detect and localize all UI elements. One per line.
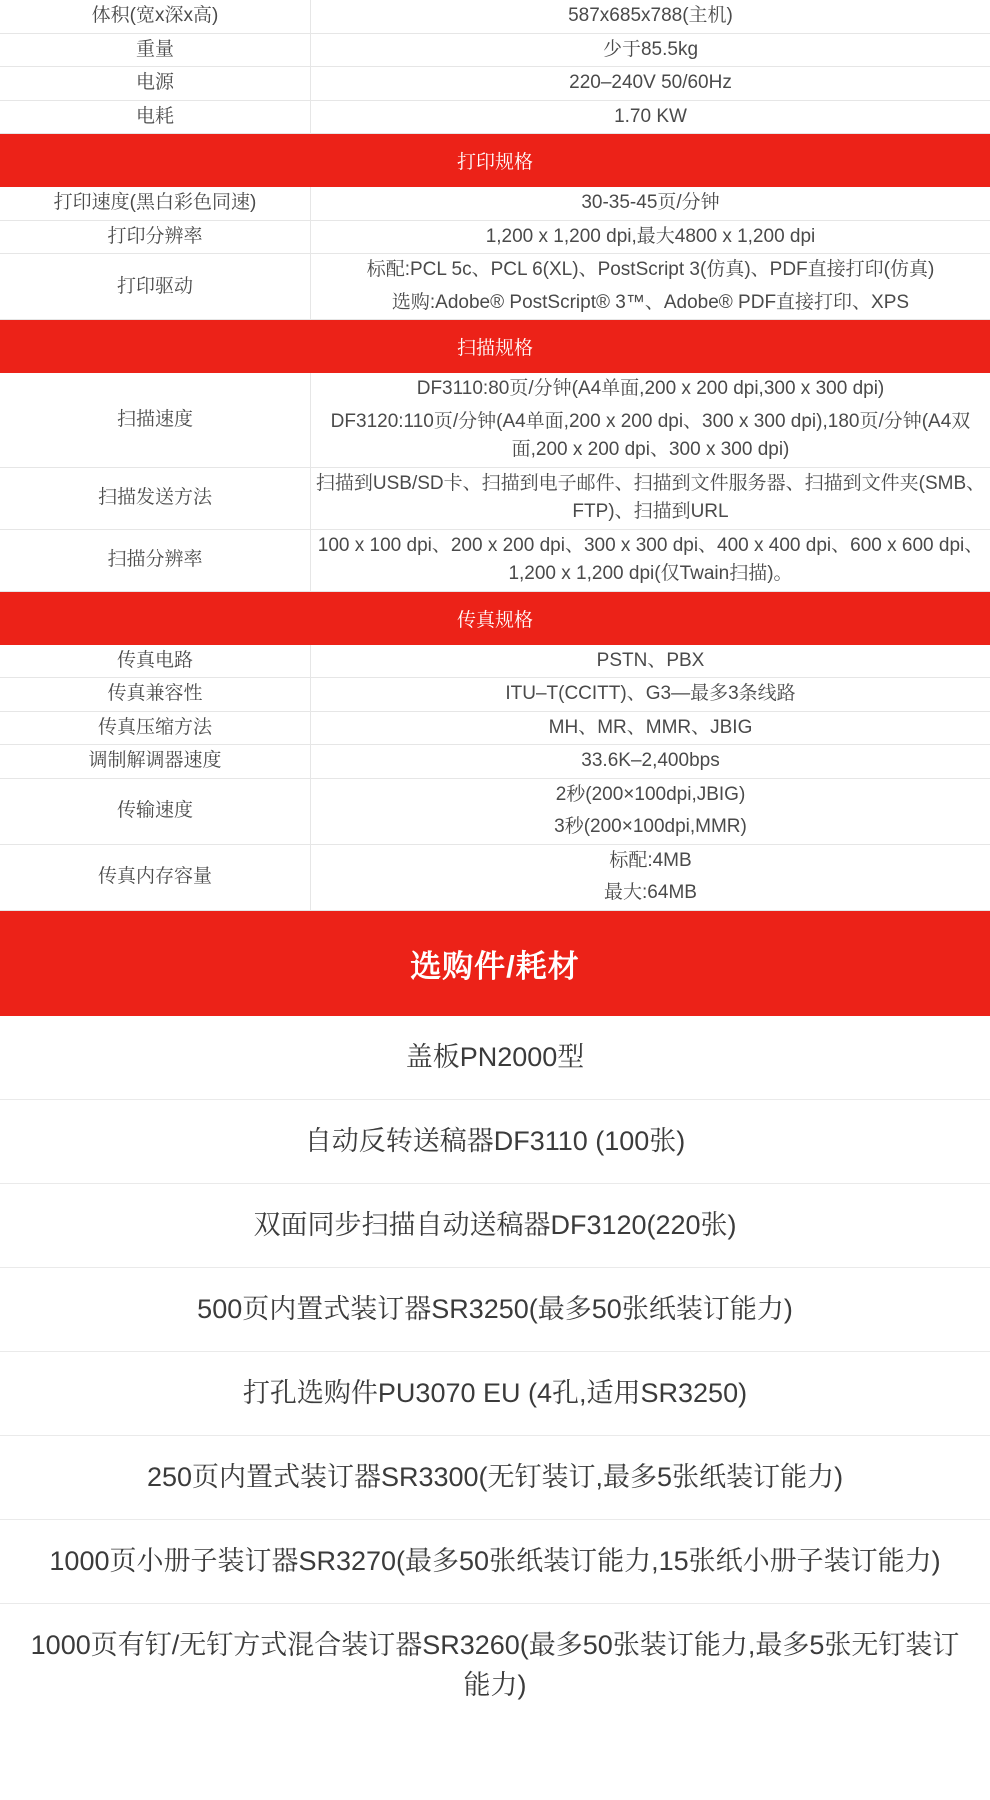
value-line: 标配:4MB [609,849,692,871]
value-lines [311,845,990,910]
value-line: 标配:PCL 5c、PCL 6(XL)、PostScript 3(仿真)、PDF直接打印(仿真) [366,259,935,280]
section-header-scan [0,320,990,374]
value-line: 100 x 100 dpi、200 x 200 dpi、300 x 300 dpi、400 x 400 dpi、600 x 600 dpi、1,200 x 1,200 dpi(仅Twain扫描)。 [317,534,984,584]
table-row [0,33,990,67]
list-item: 双面同步扫描自动送稿器DF3120(220张) [0,1184,990,1268]
options-list [0,1016,990,1727]
value-line: DF3120:110页/分钟(A4单面,200 x 200 dpi、300 x 300 dpi),180页/分钟(A4双面,200 x 200 dpi、300 x 300 dpi) [330,410,971,460]
list-item: 500页内置式装订器SR3250(最多50张纸装订能力) [0,1268,990,1352]
spec-value [311,373,990,467]
list-item: 自动反转送稿器DF3110 (100张) [0,1100,990,1184]
table-row [0,678,990,712]
table-row [0,844,990,910]
list-item: 打孔选购件PU3070 EU (4孔,适用SR3250) [0,1352,990,1436]
spec-label: 传真压缩方法 [0,711,311,745]
spec-value [311,645,990,678]
section-header-label: 扫描规格 [0,320,990,374]
table-row [0,645,990,678]
value-line: 少于85.5kg [602,38,699,60]
table-row [0,373,990,467]
section-header-label: 传真规格 [0,591,990,645]
table-row [0,778,990,844]
value-lines [311,779,990,844]
value-lines [311,678,990,711]
table-row [0,254,990,320]
options-section-banner: 选购件/耗材 [0,911,990,1016]
value-line: 220–240V 50/60Hz [569,72,732,93]
spec-value [311,678,990,712]
table-row [0,100,990,134]
spec-value [311,778,990,844]
list-item: 250页内置式装订器SR3300(无钉装订,最多5张纸装订能力) [0,1436,990,1520]
section-header-label: 打印规格 [0,134,990,188]
value-line: ITU–T(CCITT)、G3—最多3条线路 [505,683,796,704]
value-line: 1,200 x 1,200 dpi,最大4800 x 1,200 dpi [485,225,816,247]
value-lines [311,221,990,254]
section-header-fax [0,591,990,645]
section-header-print [0,134,990,188]
spec-label: 电耗 [0,100,311,134]
spec-label: 体积(宽x深x高) [0,0,311,33]
value-lines [311,373,990,467]
table-row [0,529,990,591]
spec-label: 传真兼容性 [0,678,311,712]
spec-value [311,100,990,134]
value-line: 选购:Adobe® PostScript® 3™、Adobe® PDF直接打印、XPS [391,291,910,313]
value-line: 1.70 KW [614,105,687,127]
spec-label: 打印驱动 [0,254,311,320]
value-line: DF3110:80页/分钟(A4单面,200 x 200 dpi,300 x 300 dpi) [416,378,885,399]
spec-label: 传真内存容量 [0,844,311,910]
table-row [0,67,990,101]
spec-value [311,0,990,33]
spec-value [311,33,990,67]
spec-label: 调制解调器速度 [0,745,311,779]
spec-label: 电源 [0,67,311,101]
list-item: 1000页小册子装订器SR3270(最多50张纸装订能力,15张纸小册子装订能力) [0,1520,990,1604]
value-line: 扫描到USB/SD卡、扫描到电子邮件、扫描到文件服务器、扫描到文件夹(SMB、FTP)、扫描到URL [315,472,986,522]
spec-label: 扫描速度 [0,373,311,467]
spec-label: 打印速度(黑白彩色同速) [0,187,311,220]
value-line: 最大:64MB [604,882,697,903]
spec-label: 扫描发送方法 [0,467,311,529]
spec-value [311,467,990,529]
spec-value [311,844,990,910]
value-lines [311,67,990,100]
value-lines [311,187,990,220]
table-row [0,0,990,33]
spec-label: 传真电路 [0,645,311,678]
value-lines [311,530,990,591]
value-line: 33.6K–2,400bps [581,750,720,771]
value-lines [311,745,990,778]
value-line: 587x685x788(主机) [568,5,733,26]
spec-label: 传输速度 [0,778,311,844]
table-row [0,220,990,254]
spec-value [311,711,990,745]
table-row [0,187,990,220]
spec-value [311,220,990,254]
spec-label: 重量 [0,33,311,67]
list-item: 1000页有钉/无钉方式混合装订器SR3260(最多50张装订能力,最多5张无钉装订能力) [30,1630,960,1700]
spec-label: 打印分辨率 [0,220,311,254]
list-item: 盖板PN2000型 [0,1016,990,1100]
value-lines [311,34,990,67]
value-line: 30-35-45页/分钟 [581,192,720,213]
value-lines [311,0,990,33]
spec-value [311,254,990,320]
spec-value [311,745,990,779]
value-lines [311,468,990,529]
value-lines [311,712,990,745]
value-line: 2秒(200×100dpi,JBIG) [555,783,746,805]
table-row [0,467,990,529]
value-lines [311,101,990,134]
value-lines [311,254,990,319]
table-row [0,711,990,745]
value-lines [311,645,990,678]
spec-value [311,529,990,591]
spec-label: 扫描分辨率 [0,529,311,591]
value-line: PSTN、PBX [596,649,705,671]
value-line: 3秒(200×100dpi,MMR) [554,816,747,837]
value-line: MH、MR、MMR、JBIG [548,716,753,738]
spec-value [311,187,990,220]
spec-value [311,67,990,101]
table-row [0,745,990,779]
